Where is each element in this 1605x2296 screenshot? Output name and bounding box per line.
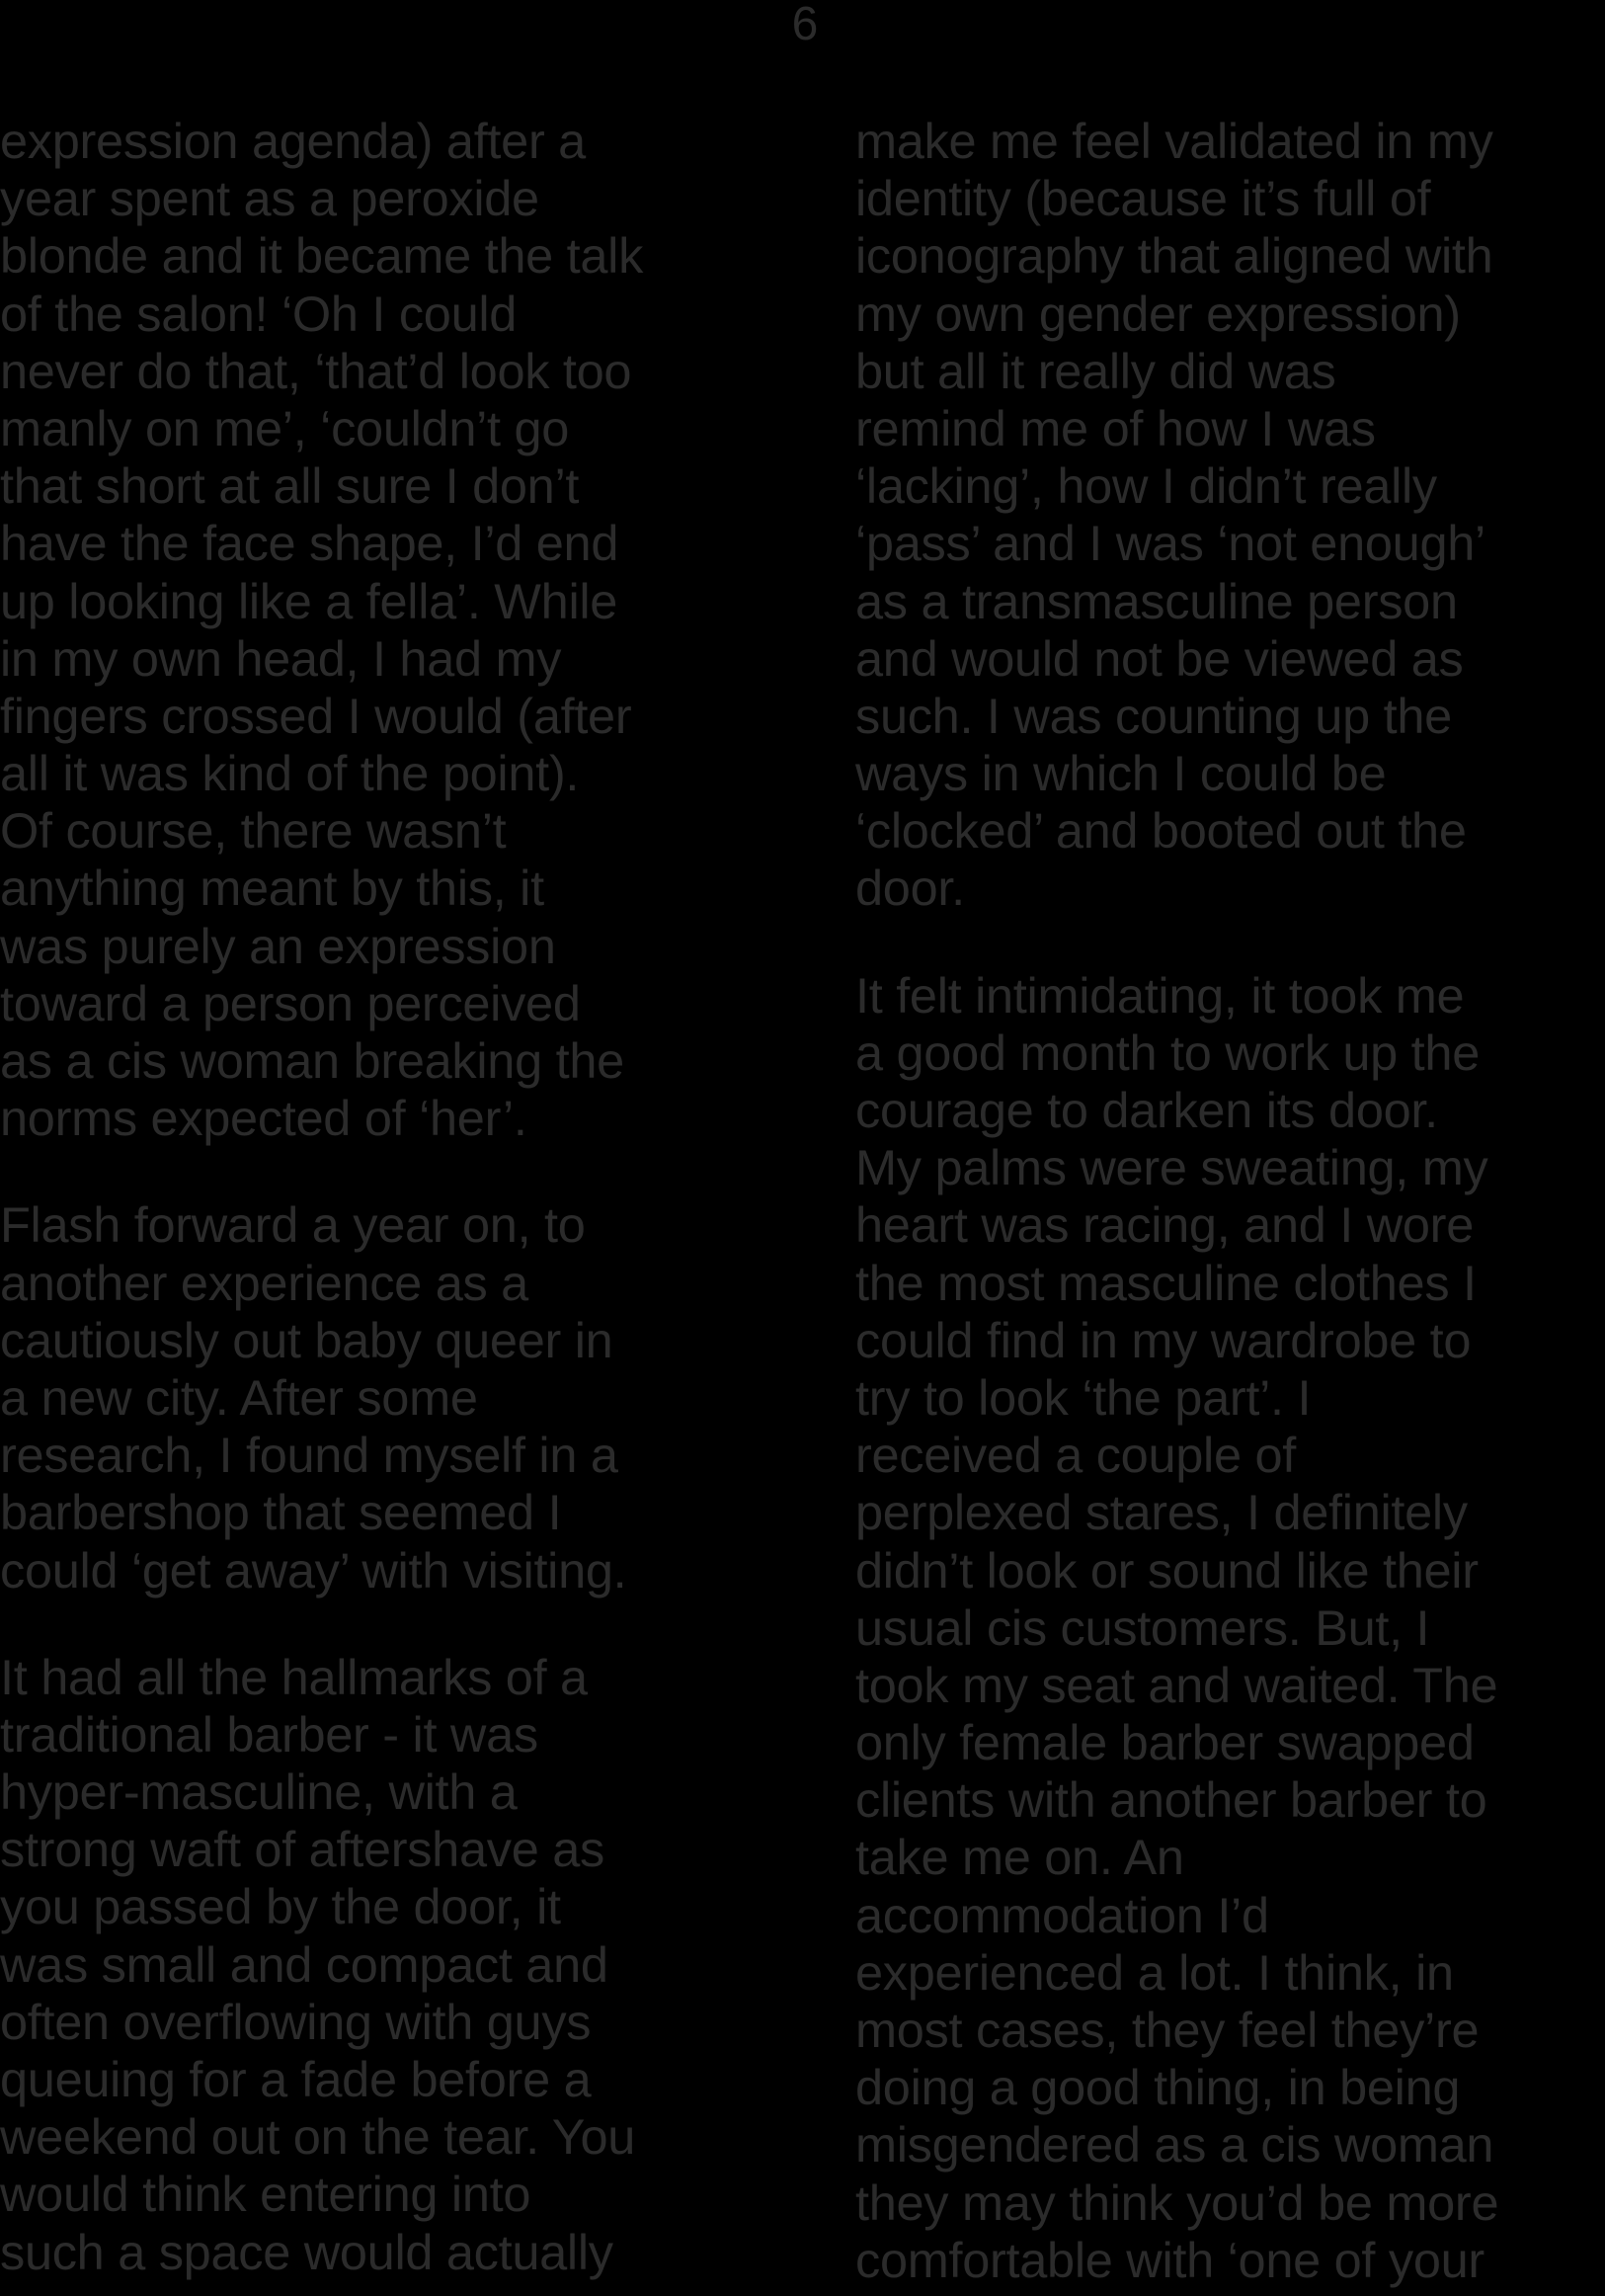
text-line: but all it really did was xyxy=(855,342,1336,399)
text-line: identity (because it’s full of xyxy=(855,170,1431,227)
text-line: only female barber swapped xyxy=(855,1714,1475,1771)
text-line: doing a good thing, in being xyxy=(855,2059,1461,2116)
text-line: that short at all sure I don’t xyxy=(0,457,580,515)
paragraph xyxy=(855,967,1605,2289)
text-line: It had all the hallmarks of a xyxy=(0,1648,588,1705)
text-line: toward a person perceived xyxy=(0,974,581,1031)
text-line: another experience as a xyxy=(0,1254,528,1311)
text-line: misgendered as a cis woman xyxy=(855,2116,1494,2173)
text-line: make me feel validated in my xyxy=(855,113,1493,169)
text-line: try to look ‘the part’. I xyxy=(855,1368,1312,1426)
text-line: anything meant by this, it xyxy=(0,860,544,917)
text-line: often overflowing with guys xyxy=(0,1993,592,2050)
text-line: they may think you’d be more xyxy=(855,2173,1499,2231)
paragraph xyxy=(0,113,780,1147)
text-line: would think entering into xyxy=(0,2166,531,2223)
text-line: remind me of how I was xyxy=(855,399,1376,456)
text-line: such a space would actually xyxy=(0,2223,613,2280)
text-line: ‘lacking’, how I didn’t really xyxy=(855,457,1437,515)
paragraph xyxy=(0,1196,780,1599)
text-line: weekend out on the tear. You xyxy=(0,2108,636,2166)
text-line: never do that, ‘that’d look too xyxy=(0,342,632,399)
text-line: take me on. An xyxy=(855,1829,1184,1886)
text-line: research, I found myself in a xyxy=(0,1427,618,1484)
text-line: was purely an expression xyxy=(0,917,556,974)
text-line: usual cis customers. But, I xyxy=(855,1599,1430,1656)
text-line: took my seat and waited. The xyxy=(855,1656,1498,1713)
text-line: norms expected of ‘her’. xyxy=(0,1090,527,1147)
text-line: year spent as a peroxide xyxy=(0,170,539,227)
text-line: didn’t look or sound like their xyxy=(855,1541,1479,1599)
text-line: was small and compact and xyxy=(0,1935,608,1993)
text-line: my own gender expression) xyxy=(855,285,1461,342)
text-line: the most masculine clothes I xyxy=(855,1254,1477,1311)
text-line: manly on me’, ‘couldn’t go xyxy=(0,399,570,456)
text-line: heart was racing, and I wore xyxy=(855,1196,1474,1254)
text-line: fingers crossed I would (after xyxy=(0,687,632,744)
text-line: a new city. After some xyxy=(0,1368,478,1426)
text-line: expression agenda) after a xyxy=(0,113,586,169)
text-line: traditional barber - it was xyxy=(0,1705,538,1763)
right-column xyxy=(855,113,1605,2289)
text-line: all it was kind of the point). xyxy=(0,745,580,802)
text-line: such. I was counting up the xyxy=(855,687,1452,744)
text-line: clients with another barber to xyxy=(855,1771,1487,1829)
text-line: and would not be viewed as xyxy=(855,629,1464,687)
text-line: in my own head, I had my xyxy=(0,629,562,687)
text-line: of the salon! ‘Oh I could xyxy=(0,285,518,342)
text-line: It felt intimidating, it took me xyxy=(855,966,1465,1024)
text-line: strong waft of aftershave as xyxy=(0,1821,604,1878)
left-column xyxy=(0,113,780,2281)
text-line: have the face shape, I’d end xyxy=(0,515,619,572)
text-line: ‘pass’ and I was ‘not enough’ xyxy=(855,515,1485,572)
text-line: as a transmasculine person xyxy=(855,572,1458,629)
text-line: a good month to work up the xyxy=(855,1024,1480,1081)
text-line: you passed by the door, it xyxy=(0,1878,561,1935)
text-line: Of course, there wasn’t xyxy=(0,802,507,860)
text-line: hyper-masculine, with a xyxy=(0,1763,518,1821)
paragraph xyxy=(855,113,1605,918)
text-line: blonde and it became the talk xyxy=(0,227,644,285)
text-line: My palms were sweating, my xyxy=(855,1139,1488,1196)
text-line: received a couple of xyxy=(855,1427,1296,1484)
text-line: perplexed stares, I definitely xyxy=(855,1484,1468,1541)
text-line: could find in my wardrobe to xyxy=(855,1311,1472,1368)
text-line: courage to darken its door. xyxy=(855,1082,1438,1138)
paragraph xyxy=(0,1649,780,2281)
text-line: ‘clocked’ and booted out the xyxy=(855,802,1467,860)
text-line: up looking like a fella’. While xyxy=(0,572,618,629)
text-line: cautiously out baby queer in xyxy=(0,1311,613,1368)
text-line: ways in which I could be xyxy=(855,745,1387,802)
text-line: most cases, they feel they’re xyxy=(855,2002,1480,2058)
text-line: iconography that aligned with xyxy=(855,227,1493,285)
text-line: queuing for a fade before a xyxy=(0,2051,592,2107)
text-line: experienced a lot. I think, in xyxy=(855,1943,1454,2001)
text-line: door. xyxy=(855,860,965,917)
page-number: 6 xyxy=(791,0,819,50)
text-line: accommodation I’d xyxy=(855,1886,1269,1943)
text-line: Flash forward a year on, to xyxy=(0,1196,586,1254)
text-line: comfortable with ‘one of your xyxy=(855,2231,1485,2288)
text-line: as a cis woman breaking the xyxy=(0,1032,624,1089)
text-line: barbershop that seemed I xyxy=(0,1484,562,1541)
text-line: could ‘get away’ with visiting. xyxy=(0,1541,627,1599)
